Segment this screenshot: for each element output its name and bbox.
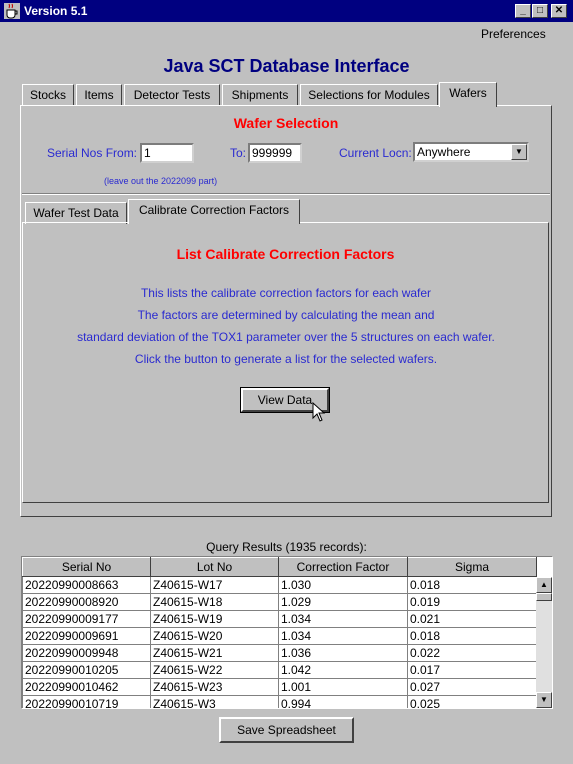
cell-lot: Z40615-W21 — [151, 645, 279, 662]
cell-lot: Z40615-W19 — [151, 611, 279, 628]
chevron-down-icon[interactable]: ▼ — [511, 144, 527, 160]
cell-factor: 1.029 — [279, 594, 408, 611]
menu-preferences[interactable]: Preferences — [481, 27, 546, 41]
cell-serial: 20220990009177 — [23, 611, 151, 628]
serial-hint: (leave out the 2022099 part) — [104, 176, 218, 186]
table-row[interactable] — [23, 679, 537, 696]
cell-serial: 20220990010719 — [23, 696, 151, 710]
results-table — [22, 557, 537, 709]
cell-lot: Z40615-W23 — [151, 679, 279, 696]
cell-lot: Z40615-W3 — [151, 696, 279, 710]
cell-serial: 20220990009948 — [23, 645, 151, 662]
tab-stocks[interactable]: Stocks — [22, 84, 74, 106]
view-data-button[interactable]: View Data — [241, 388, 329, 412]
cell-serial: 20220990010205 — [23, 662, 151, 679]
column-header-lot-no[interactable]: Lot No — [151, 558, 279, 577]
serial-from-label: Serial Nos From: — [47, 146, 138, 160]
table-row[interactable] — [23, 645, 537, 662]
column-header-sigma[interactable]: Sigma — [408, 558, 537, 577]
table-row[interactable] — [23, 611, 537, 628]
cell-lot: Z40615-W17 — [151, 577, 279, 594]
cell-sigma: 0.018 — [408, 577, 537, 594]
table-row[interactable] — [23, 662, 537, 679]
cell-factor: 1.042 — [279, 662, 408, 679]
tab-shipments[interactable]: Shipments — [222, 84, 298, 106]
tab-calibrate-correction-factors[interactable]: Calibrate Correction Factors — [128, 199, 300, 224]
tab-wafers[interactable]: Wafers — [439, 82, 497, 107]
cell-factor: 1.030 — [279, 577, 408, 594]
close-button[interactable]: ✕ — [551, 4, 567, 18]
cell-sigma: 0.022 — [408, 645, 537, 662]
cell-factor: 1.034 — [279, 611, 408, 628]
tab-selections-for-modules[interactable]: Selections for Modules — [300, 84, 438, 106]
mouse-cursor-icon — [312, 402, 326, 424]
results-caption: Query Results (1935 records): — [206, 540, 367, 554]
cell-lot: Z40615-W20 — [151, 628, 279, 645]
page-title: Java SCT Database Interface — [163, 56, 410, 76]
cell-sigma: 0.017 — [408, 662, 537, 679]
cell-sigma: 0.019 — [408, 594, 537, 611]
calibrate-title: List Calibrate Correction Factors — [176, 246, 395, 262]
location-label: Current Locn: — [339, 146, 412, 160]
column-header-serial-no[interactable]: Serial No — [23, 558, 151, 577]
cell-sigma: 0.021 — [408, 611, 537, 628]
cell-sigma: 0.027 — [408, 679, 537, 696]
cell-factor: 1.034 — [279, 628, 408, 645]
minimize-button[interactable]: _ — [515, 4, 531, 18]
results-table-container — [21, 556, 553, 709]
scroll-down-arrow-icon[interactable]: ▼ — [536, 692, 552, 708]
tab-detector-tests[interactable]: Detector Tests — [124, 84, 220, 106]
title-bar — [0, 0, 573, 22]
scroll-up-arrow-icon[interactable]: ▲ — [536, 577, 552, 593]
serial-to-label: To: — [230, 146, 247, 160]
column-header-correction-factor[interactable]: Correction Factor — [279, 558, 408, 577]
java-cup-icon — [4, 3, 20, 19]
cell-serial: 20220990008663 — [23, 577, 151, 594]
serial-from-input[interactable] — [140, 143, 194, 163]
scroll-thumb[interactable] — [536, 593, 552, 601]
table-row[interactable] — [23, 628, 537, 645]
location-select[interactable] — [413, 142, 529, 162]
cell-lot: Z40615-W22 — [151, 662, 279, 679]
calibrate-desc-1: This lists the calibrate correction factors for each wafer — [140, 286, 432, 300]
table-row[interactable] — [23, 577, 537, 594]
calibrate-desc-4: Click the button to generate a list for the selected wafers. — [134, 352, 438, 366]
cell-lot: Z40615-W18 — [151, 594, 279, 611]
save-spreadsheet-button[interactable]: Save Spreadsheet — [219, 717, 354, 743]
wafer-selection-title: Wafer Selection — [233, 115, 339, 131]
cell-serial: 20220990010462 — [23, 679, 151, 696]
tab-items[interactable]: Items — [76, 84, 122, 106]
cell-sigma: 0.025 — [408, 696, 537, 710]
maximize-button[interactable]: □ — [532, 4, 548, 18]
cell-sigma: 0.018 — [408, 628, 537, 645]
results-scrollbar[interactable] — [536, 577, 552, 708]
cell-factor: 1.036 — [279, 645, 408, 662]
cell-serial: 20220990008920 — [23, 594, 151, 611]
cell-factor: 1.001 — [279, 679, 408, 696]
calibrate-desc-2: The factors are determined by calculating the mean and — [137, 308, 435, 322]
cell-factor: 0.994 — [279, 696, 408, 710]
cell-serial: 20220990009691 — [23, 628, 151, 645]
window-title: Version 5.1 — [24, 4, 88, 18]
location-select-value: Anywhere — [417, 145, 471, 159]
serial-to-input[interactable] — [248, 143, 302, 163]
calibrate-desc-3: standard deviation of the TOX1 parameter over the 5 structures on each wafer. — [77, 330, 495, 344]
table-row[interactable] — [23, 594, 537, 611]
table-row[interactable] — [23, 696, 537, 710]
section-divider — [22, 193, 550, 195]
tab-wafer-test-data[interactable]: Wafer Test Data — [25, 202, 127, 224]
